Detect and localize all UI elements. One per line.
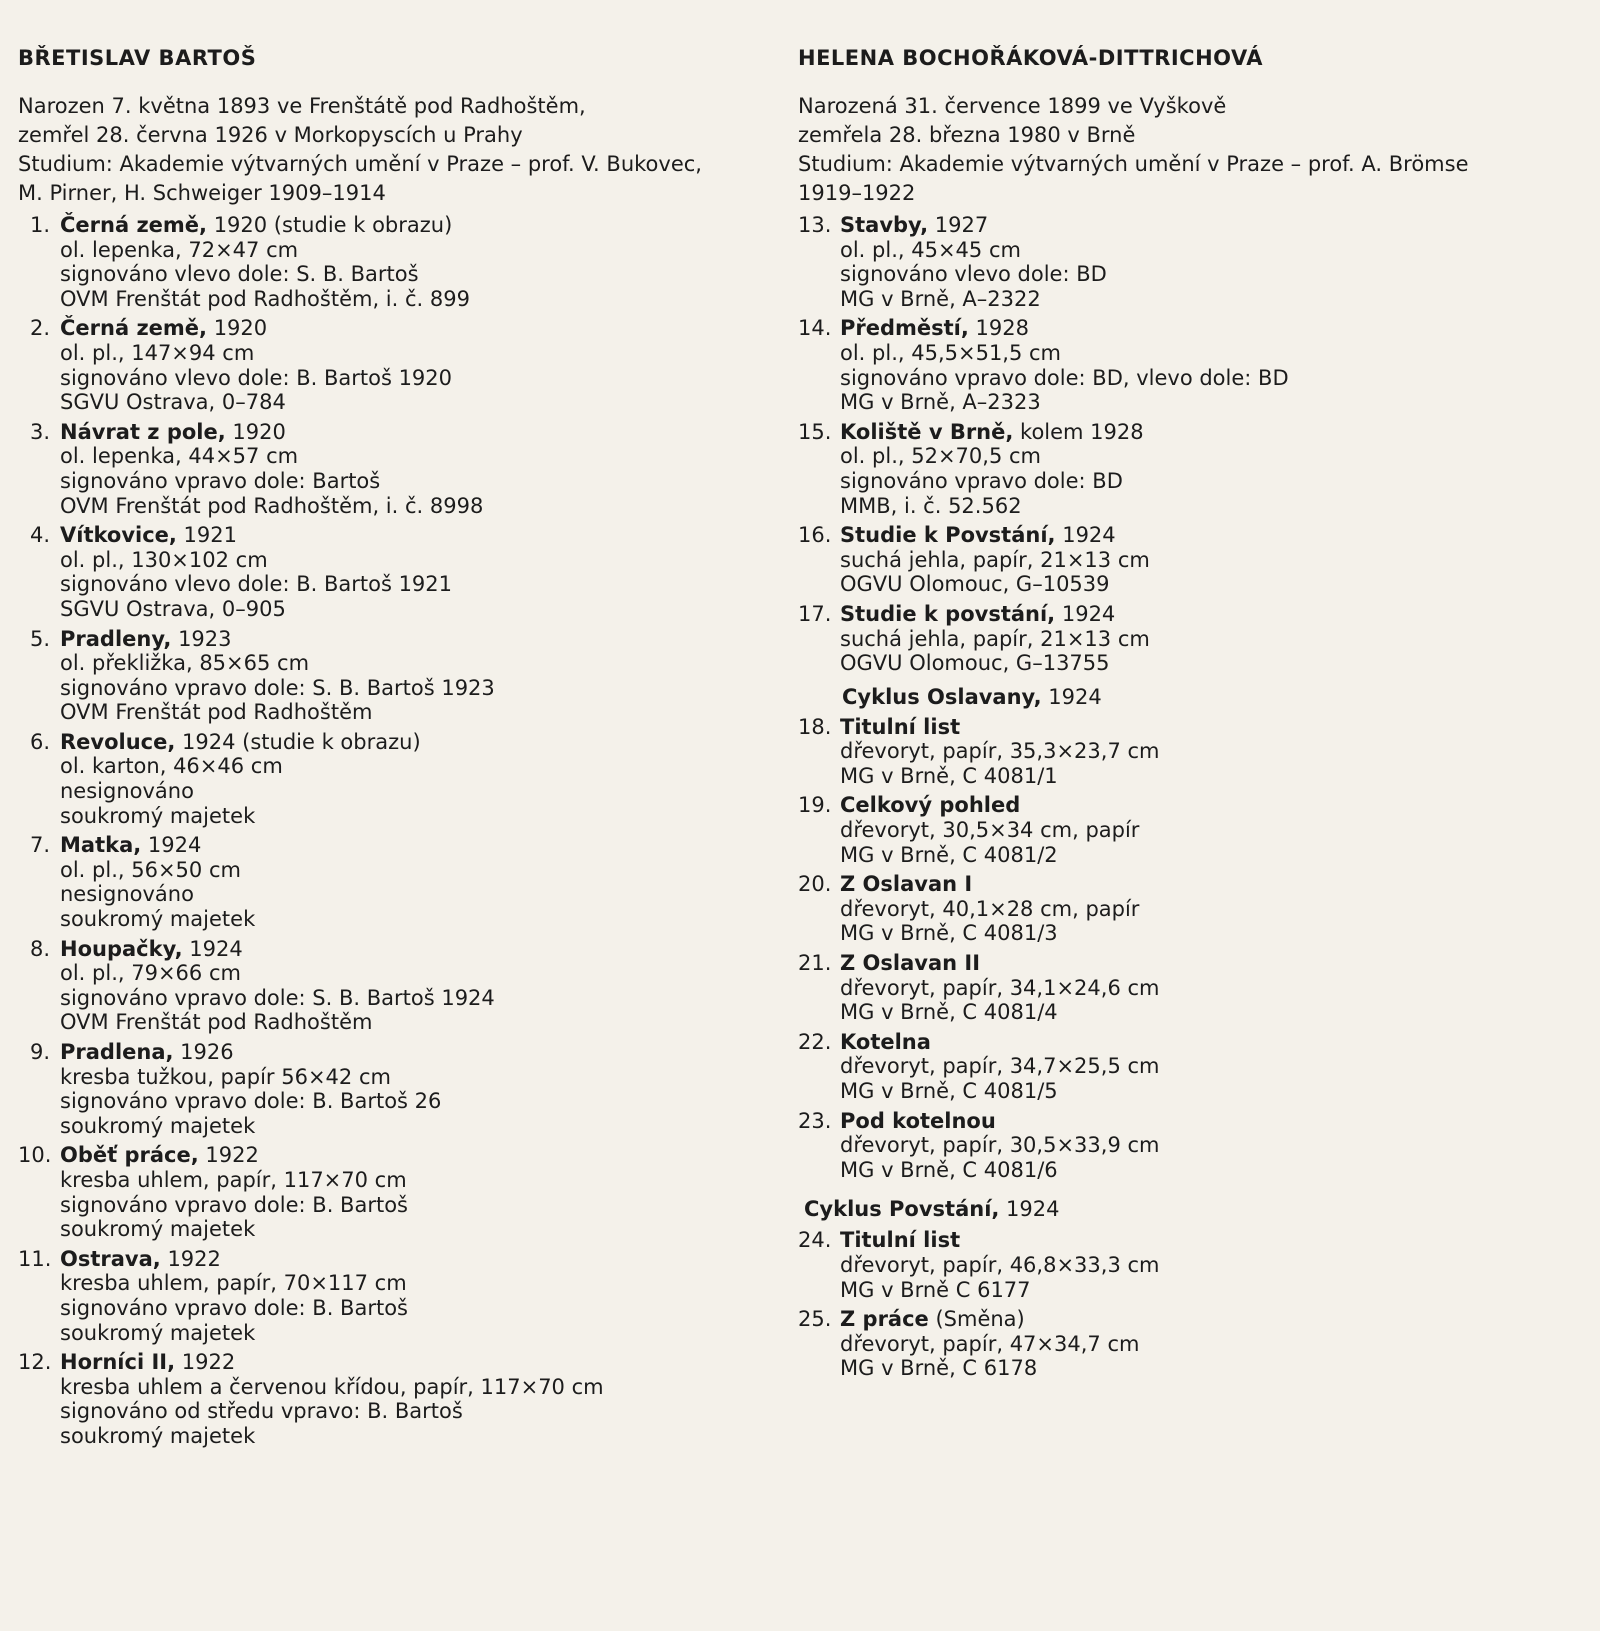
entry-detail-line: signováno od středu vpravo: B. Bartoš	[60, 1399, 463, 1424]
entry-date: 1923	[171, 626, 232, 651]
entry-detail-line: dřevoryt, 40,1×28 cm, papír	[840, 896, 1140, 921]
entry-title-line	[840, 213, 1578, 238]
entry-title-line	[840, 1228, 1578, 1253]
catalog-entry	[798, 602, 1578, 676]
entry-detail-line: MG v Brně, C 4081/5	[840, 1079, 1058, 1103]
entry-number: 9.	[29, 1040, 50, 1064]
cycle-heading	[798, 684, 1578, 710]
entry-detail-line: MG v Brně, C 4081/2	[840, 842, 1058, 867]
entry-details	[840, 1253, 1578, 1302]
bio-line: Narozená 31. července 1899 ve Vyškově	[798, 94, 1227, 118]
entry-number: 21.	[798, 951, 832, 976]
entry-details	[60, 548, 778, 622]
bio-line: Narozen 7. května 1893 ve Frenštátě pod Radhoštěm,	[18, 94, 586, 118]
entry-detail-line: signováno vpravo dole: B. Bartoš 26	[60, 1089, 442, 1114]
entry-detail-line: SGVU Ostrava, 0–784	[60, 390, 286, 415]
entry-number: 13.	[798, 213, 832, 237]
entry-title: Pradleny,	[60, 626, 172, 651]
catalog-list	[18, 213, 778, 1449]
catalog-entry	[18, 627, 778, 725]
catalog-entry	[798, 420, 1578, 518]
entry-date: 1924	[141, 833, 202, 858]
entry-details	[840, 818, 1578, 867]
entry-title-line	[840, 1109, 1578, 1134]
catalog-entry	[798, 793, 1578, 867]
entry-title: Houpačky,	[60, 936, 183, 961]
entry-details	[60, 754, 778, 828]
entry-title-line	[60, 1040, 778, 1065]
entry-detail-line: ol. lepenka, 44×57 cm	[60, 444, 299, 469]
entry-date: 1922	[160, 1246, 221, 1271]
entry-title-line	[840, 602, 1578, 627]
entry-date: 1920	[225, 419, 286, 444]
entry-number: 10.	[18, 1143, 52, 1168]
entry-title-line	[60, 523, 778, 548]
entry-detail-line: MG v Brně C 6177	[840, 1277, 1031, 1302]
entry-detail-line: ol. pl., 79×66 cm	[60, 961, 241, 986]
entry-title: Celkový pohled	[840, 793, 1021, 818]
entry-title: Ostrava,	[60, 1246, 161, 1271]
entry-title: Revoluce,	[60, 729, 176, 754]
entry-date: 1924	[1055, 601, 1116, 626]
entry-title-line	[840, 420, 1578, 445]
entry-title-line	[60, 420, 778, 445]
catalog-entry	[18, 1143, 778, 1241]
catalog-entry	[798, 1030, 1578, 1104]
entry-date: 1920 (studie k obrazu)	[207, 213, 453, 237]
catalog-entry	[18, 730, 778, 828]
entry-title-line	[60, 730, 778, 755]
entry-details	[840, 976, 1578, 1025]
catalog-entry	[798, 213, 1578, 311]
catalog-entry	[18, 213, 778, 311]
catalog-entry	[798, 1307, 1578, 1381]
entry-number: 17.	[798, 601, 832, 626]
entry-number: 6.	[29, 729, 50, 754]
entry-date: 1922	[175, 1350, 236, 1375]
entry-date: 1927	[928, 213, 989, 237]
entry-title-line	[840, 523, 1578, 548]
entry-title: Černá země,	[60, 316, 208, 341]
entry-number: 1.	[29, 213, 50, 237]
cycle-year: 1924	[1041, 684, 1102, 709]
entry-title-line	[840, 715, 1578, 740]
author-bio	[18, 92, 778, 208]
cycle-year: 1924	[999, 1197, 1060, 1222]
catalog-entry	[18, 1350, 778, 1448]
entry-detail-line: signováno vpravo dole: S. B. Bartoš 1923	[60, 675, 495, 700]
entry-date: 1924	[1055, 523, 1116, 548]
entry-details	[840, 341, 1578, 415]
entry-detail-line: dřevoryt, papír, 34,1×24,6 cm	[840, 975, 1160, 1000]
entry-title-line	[60, 1247, 778, 1272]
entry-title: Studie k povstání,	[840, 601, 1056, 626]
entry-detail-line: OGVU Olomouc, G–10539	[840, 572, 1110, 597]
entry-date: 1922	[198, 1143, 259, 1168]
bio-line: Studium: Akademie výtvarných umění v Praze – prof. A. Brömse	[798, 152, 1469, 176]
catalog-entry	[798, 715, 1578, 789]
catalog-entry	[798, 1109, 1578, 1183]
entry-detail-line: soukromý majetek	[60, 907, 256, 932]
entry-details	[60, 961, 778, 1035]
entry-detail-line: dřevoryt, 30,5×34 cm, papír	[840, 818, 1140, 843]
entry-detail-line: signováno vpravo dole: S. B. Bartoš 1924	[60, 985, 495, 1010]
entry-details	[840, 444, 1578, 518]
entry-details	[60, 1168, 778, 1242]
entry-detail-line: OGVU Olomouc, G–13755	[840, 651, 1110, 676]
entry-number: 22.	[798, 1029, 832, 1054]
entry-title: Kotelna	[840, 1029, 931, 1054]
entry-detail-line: dřevoryt, papír, 35,3×23,7 cm	[840, 739, 1160, 764]
entry-detail-line: signováno vpravo dole: Bartoš	[60, 468, 381, 493]
catalog-entry	[18, 420, 778, 518]
entry-details	[840, 238, 1578, 312]
entry-detail-line: nesignováno	[60, 882, 194, 907]
entry-detail-line: suchá jehla, papír, 21×13 cm	[840, 547, 1150, 572]
entry-number: 16.	[798, 523, 832, 548]
entry-detail-line: soukromý majetek	[60, 1113, 256, 1138]
catalog-list	[798, 715, 1578, 1183]
author-name: HELENA BOCHOŘÁKOVÁ-DITTRICHOVÁ	[798, 46, 1264, 70]
cycle-title: Cyklus Povstání,	[804, 1197, 1000, 1222]
entry-detail-line: MG v Brně, C 4081/3	[840, 921, 1058, 946]
entry-detail-line: soukromý majetek	[60, 1320, 256, 1345]
catalog-entry	[18, 316, 778, 414]
entry-title: Vítkovice,	[60, 523, 177, 548]
right-column	[798, 46, 1578, 1381]
entry-title-line	[60, 627, 778, 652]
entry-number: 4.	[29, 523, 50, 548]
entry-date: kolem 1928	[1013, 419, 1144, 444]
entry-details	[60, 1065, 778, 1139]
entry-detail-line: soukromý majetek	[60, 1217, 256, 1242]
catalog-entry	[798, 951, 1578, 1025]
entry-title-line	[60, 833, 778, 858]
entry-number: 25.	[798, 1307, 832, 1332]
entry-detail-line: dřevoryt, papír, 30,5×33,9 cm	[840, 1133, 1160, 1158]
entry-number: 3.	[29, 419, 50, 444]
bio-line: zemřela 28. března 1980 v Brně	[798, 123, 1136, 147]
entry-detail-line: MMB, i. č. 52.562	[840, 493, 1022, 518]
entry-title-line	[840, 1030, 1578, 1055]
entry-details	[60, 858, 778, 932]
entry-detail-line: signováno vpravo dole: B. Bartoš	[60, 1192, 408, 1217]
entry-date: 1924 (studie k obrazu)	[175, 729, 421, 754]
entry-title-line	[840, 1307, 1578, 1332]
entry-title: Pod kotelnou	[840, 1108, 996, 1133]
entry-details	[840, 1054, 1578, 1103]
entry-detail-line: ol. pl., 130×102 cm	[60, 547, 268, 572]
entry-title: Z práce	[840, 1307, 929, 1332]
entry-number: 8.	[29, 936, 50, 961]
entry-title-line	[60, 937, 778, 962]
entry-number: 12.	[18, 1350, 52, 1375]
left-column	[18, 46, 778, 1449]
entry-detail-line: MG v Brně, A–2322	[840, 286, 1041, 311]
catalog-entry	[18, 1247, 778, 1345]
entry-detail-line: MG v Brně, A–2323	[840, 390, 1041, 415]
entry-detail-line: signováno vpravo dole: B. Bartoš	[60, 1295, 408, 1320]
entry-details	[840, 739, 1578, 788]
bio-line: M. Pirner, H. Schweiger 1909–1914	[18, 181, 386, 205]
entry-date: 1920	[207, 316, 268, 341]
entry-title: Oběť práce,	[60, 1143, 199, 1168]
catalog-entry	[798, 872, 1578, 946]
entry-details	[840, 548, 1578, 597]
entry-title: Titulní list	[840, 1228, 961, 1253]
entry-detail-line: ol. pl., 52×70,5 cm	[840, 444, 1041, 469]
entry-detail-line: ol. překližka, 85×65 cm	[60, 651, 310, 676]
entry-title-line	[60, 1350, 778, 1375]
entry-detail-line: soukromý majetek	[60, 803, 256, 828]
entry-details	[60, 238, 778, 312]
catalog-entry	[798, 1228, 1578, 1302]
catalog-entry	[18, 833, 778, 931]
entry-number: 24.	[798, 1228, 832, 1253]
entry-detail-line: ol. pl., 45,5×51,5 cm	[840, 340, 1062, 365]
entry-number: 15.	[798, 419, 832, 444]
entry-number: 19.	[798, 793, 832, 818]
entry-detail-line: dřevoryt, papír, 47×34,7 cm	[840, 1331, 1140, 1356]
entry-detail-line: OVM Frenštát pod Radhoštěm	[60, 700, 373, 725]
entry-title: Studie k Povstání,	[840, 523, 1056, 548]
bio-line: 1919–1922	[798, 181, 916, 205]
entry-details	[840, 627, 1578, 676]
entry-title: Návrat z pole,	[60, 419, 226, 444]
entry-detail-line: MG v Brně, C 4081/4	[840, 1000, 1058, 1025]
catalog-entry	[798, 523, 1578, 597]
entry-details	[60, 1375, 778, 1449]
entry-details	[60, 341, 778, 415]
entry-details	[840, 1133, 1578, 1182]
entry-number: 7.	[29, 833, 50, 858]
entry-title-line	[60, 1143, 778, 1168]
entry-date: 1921	[176, 523, 237, 548]
entry-detail-line: nesignováno	[60, 779, 194, 804]
entry-detail-line: suchá jehla, papír, 21×13 cm	[840, 626, 1150, 651]
entry-title-line	[840, 793, 1578, 818]
entry-detail-line: kresba uhlem, papír, 117×70 cm	[60, 1167, 407, 1192]
cycle-heading	[798, 1196, 1578, 1222]
bio-line: zemřel 28. června 1926 v Morkopyscích u Prahy	[18, 123, 523, 147]
entry-title: Matka,	[60, 833, 142, 858]
catalog-list	[798, 1228, 1578, 1381]
entry-title: Předměstí,	[840, 316, 969, 341]
entry-detail-line: OVM Frenštát pod Radhoštěm	[60, 1010, 373, 1035]
entry-detail-line: OVM Frenštát pod Radhoštěm, i. č. 899	[60, 286, 470, 311]
entry-detail-line: kresba tužkou, papír 56×42 cm	[60, 1064, 391, 1089]
entry-detail-line: SGVU Ostrava, 0–905	[60, 596, 286, 621]
catalog-entry	[18, 1040, 778, 1138]
entry-title-line	[60, 213, 778, 238]
catalog-entry	[18, 937, 778, 1035]
entry-details	[60, 651, 778, 725]
entry-date: 1926	[173, 1040, 234, 1064]
entry-detail-line: MG v Brně, C 6178	[840, 1356, 1038, 1381]
entry-detail-line: dřevoryt, papír, 46,8×33,3 cm	[840, 1252, 1160, 1277]
entry-number: 18.	[798, 714, 832, 739]
author-name: BŘETISLAV BARTOŠ	[18, 46, 257, 70]
catalog-entry	[18, 523, 778, 621]
entry-detail-line: signováno vpravo dole: BD, vlevo dole: BD	[840, 365, 1289, 390]
cycle-title: Cyklus Oslavany,	[842, 684, 1042, 709]
entry-number: 2.	[29, 316, 50, 341]
entry-detail-line: signováno vpravo dole: BD	[840, 468, 1123, 493]
author-bio	[798, 92, 1578, 208]
entry-detail-line: soukromý majetek	[60, 1423, 256, 1448]
entry-detail-line: signováno vlevo dole: B. Bartoš 1921	[60, 572, 453, 597]
catalog-list	[798, 213, 1578, 676]
entry-detail-line: kresba uhlem a červenou křídou, papír, 117×70 cm	[60, 1374, 604, 1399]
entry-title-line	[60, 316, 778, 341]
entry-details	[840, 1332, 1578, 1381]
entry-detail-line: ol. pl., 45×45 cm	[840, 237, 1021, 262]
entry-detail-line: MG v Brně, C 4081/1	[840, 763, 1058, 788]
entry-title: Z Oslavan I	[840, 872, 973, 897]
entry-detail-line: signováno vlevo dole: B. Bartoš 1920	[60, 365, 453, 390]
entry-details	[60, 444, 778, 518]
entry-detail-line: MG v Brně, C 4081/6	[840, 1157, 1058, 1182]
entry-number: 5.	[29, 626, 50, 651]
entry-detail-line: signováno vlevo dole: BD	[840, 262, 1107, 287]
entry-detail-line: kresba uhlem, papír, 70×117 cm	[60, 1271, 407, 1296]
entry-title: Horníci II,	[60, 1350, 176, 1375]
entry-detail-line: dřevoryt, papír, 34,7×25,5 cm	[840, 1054, 1160, 1079]
entry-date: (Směna)	[928, 1307, 1025, 1332]
entry-title: Stavby,	[840, 213, 929, 237]
entry-details	[840, 897, 1578, 946]
entry-number: 14.	[798, 316, 832, 341]
catalog-entry	[798, 316, 1578, 414]
bio-line: Studium: Akademie výtvarných umění v Praze – prof. V. Bukovec,	[18, 152, 702, 176]
entry-number: 23.	[798, 1108, 832, 1133]
entry-date: 1928	[968, 316, 1029, 341]
entry-detail-line: signováno vlevo dole: S. B. Bartoš	[60, 262, 419, 287]
entry-details	[60, 1271, 778, 1345]
entry-detail-line: ol. karton, 46×46 cm	[60, 754, 283, 779]
entry-title-line	[840, 951, 1578, 976]
entry-title: Z Oslavan II	[840, 951, 981, 976]
entry-number: 11.	[18, 1246, 52, 1271]
entry-title: Titulní list	[840, 714, 961, 739]
entry-number: 20.	[798, 872, 832, 897]
entry-date: 1924	[182, 936, 243, 961]
entry-detail-line: ol. pl., 56×50 cm	[60, 857, 241, 882]
entry-title: Pradlena,	[60, 1040, 174, 1064]
entry-title-line	[840, 872, 1578, 897]
entry-title-line	[840, 316, 1578, 341]
entry-detail-line: OVM Frenštát pod Radhoštěm, i. č. 8998	[60, 493, 484, 518]
entry-detail-line: ol. lepenka, 72×47 cm	[60, 237, 299, 262]
entry-title: Koliště v Brně,	[840, 419, 1014, 444]
entry-title: Černá země,	[60, 213, 208, 237]
entry-detail-line: ol. pl., 147×94 cm	[60, 340, 255, 365]
